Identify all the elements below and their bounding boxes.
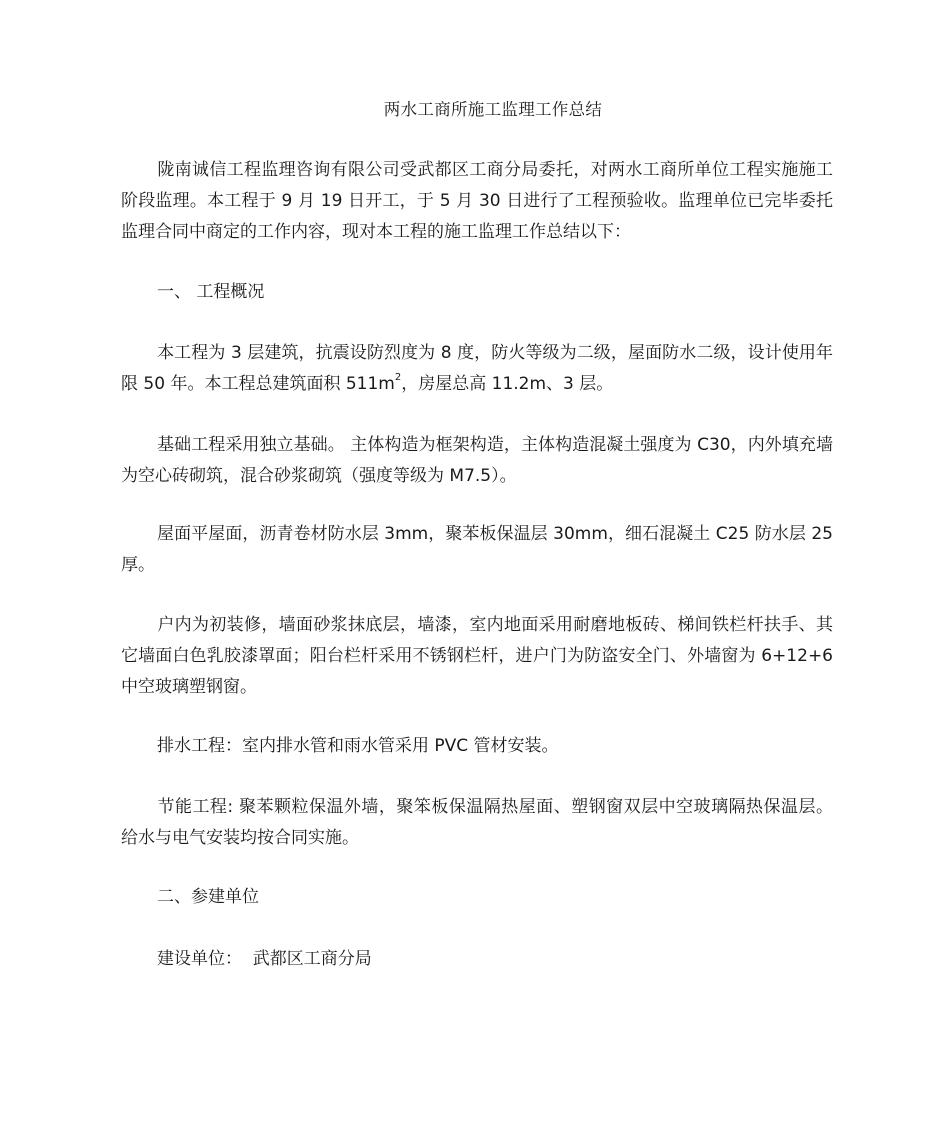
structure-text: 基础工程采用独立基础。 主体构造为框架构造，主体构造混凝土强度为 C30，内外填充墙为空心砖砌筑，混合砂浆砌筑（强度等级为 M7.5）。 — [121, 435, 833, 486]
overview-paragraph-decoration — [121, 610, 833, 703]
energy-text: 节能工程: 聚苯颗粒保温外墙，聚笨板保温隔热屋面、塑钢窗双层中空玻璃隔热保温层。 给水与电气安装均按合同实施。 — [121, 797, 833, 848]
owner-text: 建设单位： 武都区工商分局 — [157, 949, 372, 969]
overview-paragraph-building — [121, 338, 833, 400]
superscript: 2 — [394, 372, 402, 384]
overview-paragraph-drainage — [121, 731, 833, 762]
building-text-tail: ，房屋总高 11.2m、3 层。 — [401, 374, 614, 394]
building-text: 本工程为 3 层建筑，抗震设防烈度为 8 度，防火等级为二级，屋面防水二级，设计使用年限 50 年。本工程总建筑面积 511m — [121, 343, 833, 394]
drainage-text: 排水工程：室内排水管和雨水管采用 PVC 管材安装。 — [157, 736, 559, 756]
intro-text: 陇南诚信工程监理咨询有限公司受武都区工商分局委托，对两水工商所单位工程实施施工阶段监理。本工程于 9 月 19 日开工，于 5 月 30 日进行了工程预验收。监理单位已完毕委托监理合同中商定的工作内容，现对本工程的施工监理工作总结以下： — [121, 160, 833, 242]
section-heading-overview: 一、 工程概况 — [157, 282, 265, 302]
overview-paragraph-structure — [121, 430, 833, 492]
roof-text: 屋面平屋面，沥青卷材防水层 3mm，聚苯板保温层 30mm，细石混凝土 C25 防水层 25 厚。 — [121, 524, 833, 575]
intro-paragraph — [121, 155, 833, 248]
participant-paragraph-owner — [121, 944, 833, 975]
document-title: 两水工商所施工监理工作总结 — [383, 100, 603, 119]
decoration-text: 户内为初装修，墙面砂浆抹底层，墙漆，室内地面采用耐磨地板砖、梯间铁栏杆扶手、其它墙面白色乳胶漆罩面；阳台栏杆采用不锈钢栏杆，进户门为防盗安全门、外墙窗为 6+12+6 中空玻璃塑钢窗。 — [121, 615, 833, 697]
overview-paragraph-roof — [121, 519, 833, 581]
section-heading-participants: 二、参建单位 — [157, 887, 259, 907]
overview-paragraph-energy — [121, 792, 833, 854]
